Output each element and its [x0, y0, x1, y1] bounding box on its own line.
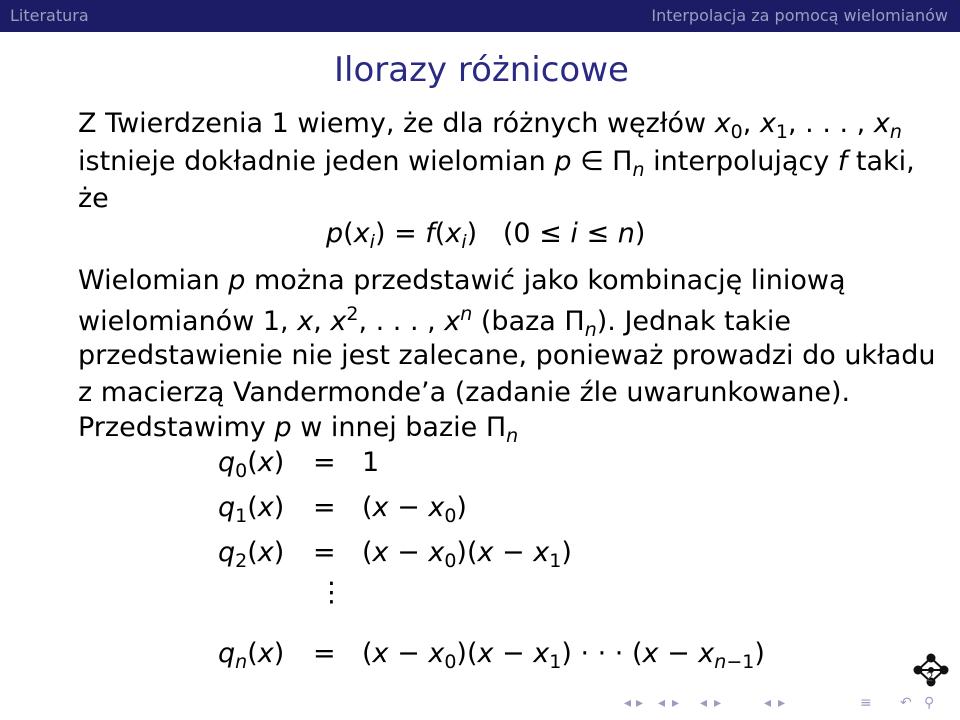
display-equation: $p(x_i) = f(x_i) (0 \le i \le n)$	[326, 218, 646, 253]
frame-prev-icon[interactable]: ◂	[624, 695, 632, 711]
basis-eq-lhs: $q_2(x)$	[218, 537, 285, 572]
body-line-5-text: wielomianów	[78, 306, 263, 337]
section-next-icon[interactable]: ▸	[714, 695, 722, 711]
body-line-1	[78, 108, 902, 143]
basis-eq-rhs: $(x - x_0)(x - x_1)$ · · · $(x - x_{n-1})$	[362, 638, 765, 673]
monomial-basis-math: 1, x, $x^2$, . . . , $x^n$	[262, 303, 473, 337]
header-subsection-link[interactable]: Interpolacja za pomocą wielomianów	[651, 6, 948, 25]
basis-eq-n	[218, 638, 765, 673]
subsection-next-icon[interactable]: ▸	[672, 695, 680, 711]
header-section-link[interactable]: Literatura	[10, 6, 89, 25]
basis-eq-rel: =	[313, 492, 336, 523]
body-line-1-text: Z Twierdzenia 1 wiemy, że dla różnych węzłów	[78, 108, 715, 139]
body-line-5-post: (baza $\Pi_n$). Jednak takie	[472, 306, 791, 341]
body-line-8: Przedstawimy p w innej bazie $\Pi_n$	[78, 412, 519, 447]
basis-eq-lhs: $q_0(x)$	[218, 447, 285, 482]
navigation-bar	[624, 695, 954, 715]
vertical-ellipsis: ⋮	[318, 577, 345, 608]
body-line-3: że	[78, 183, 109, 214]
body-line-2-text: istnieje dokładnie jeden wielomian	[78, 146, 555, 177]
body-line-7: z macierzą Vandermonde’a (zadanie źle uwarunkowane).	[78, 377, 851, 408]
frame-next-icon[interactable]: ▸	[636, 695, 644, 711]
basis-eq-1	[218, 492, 467, 527]
p-in-pi-math: p ∈ $\Pi_n$	[554, 146, 645, 181]
body-line-4: Wielomian p można przedstawić jako kombinację liniową	[78, 265, 846, 296]
doc-prev-icon[interactable]: ◂	[764, 695, 772, 711]
header-bar	[0, 0, 960, 32]
basis-eq-rhs: 1	[362, 447, 380, 478]
basis-eq-rel: =	[313, 447, 336, 478]
toc-icon[interactable]: ≡	[860, 695, 872, 711]
page-number: 2	[926, 670, 934, 684]
basis-eq-lhs: $q_1(x)$	[218, 492, 285, 527]
subsection-prev-icon[interactable]: ◂	[658, 695, 666, 711]
basis-eq-2	[218, 537, 572, 572]
basis-eq-rhs: $(x - x_0)(x - x_1)$	[362, 537, 572, 572]
section-prev-icon[interactable]: ◂	[700, 695, 708, 711]
nodes-math: $x_0$, $x_1$, . . . , $x_n$	[714, 108, 902, 143]
basis-eq-0	[218, 447, 380, 482]
body-line-5	[78, 303, 791, 341]
body-line-2	[78, 146, 915, 181]
search-icon[interactable]: ⚲	[924, 695, 935, 711]
basis-eq-lhs: $q_n(x)$	[218, 638, 285, 673]
back-icon[interactable]: ↶	[900, 695, 912, 711]
basis-eq-rhs: $(x - x_0)$	[362, 492, 467, 527]
basis-eq-rel: =	[313, 537, 336, 568]
body-line-6: przedstawienie nie jest zalecane, ponieważ prowadzi do układu	[78, 340, 936, 371]
body-line-2-post: interpolujący f taki,	[644, 146, 915, 177]
doc-next-icon[interactable]: ▸	[778, 695, 786, 711]
basis-eq-rel: =	[313, 638, 336, 669]
frame-title: Ilorazy różnicowe	[334, 50, 629, 90]
